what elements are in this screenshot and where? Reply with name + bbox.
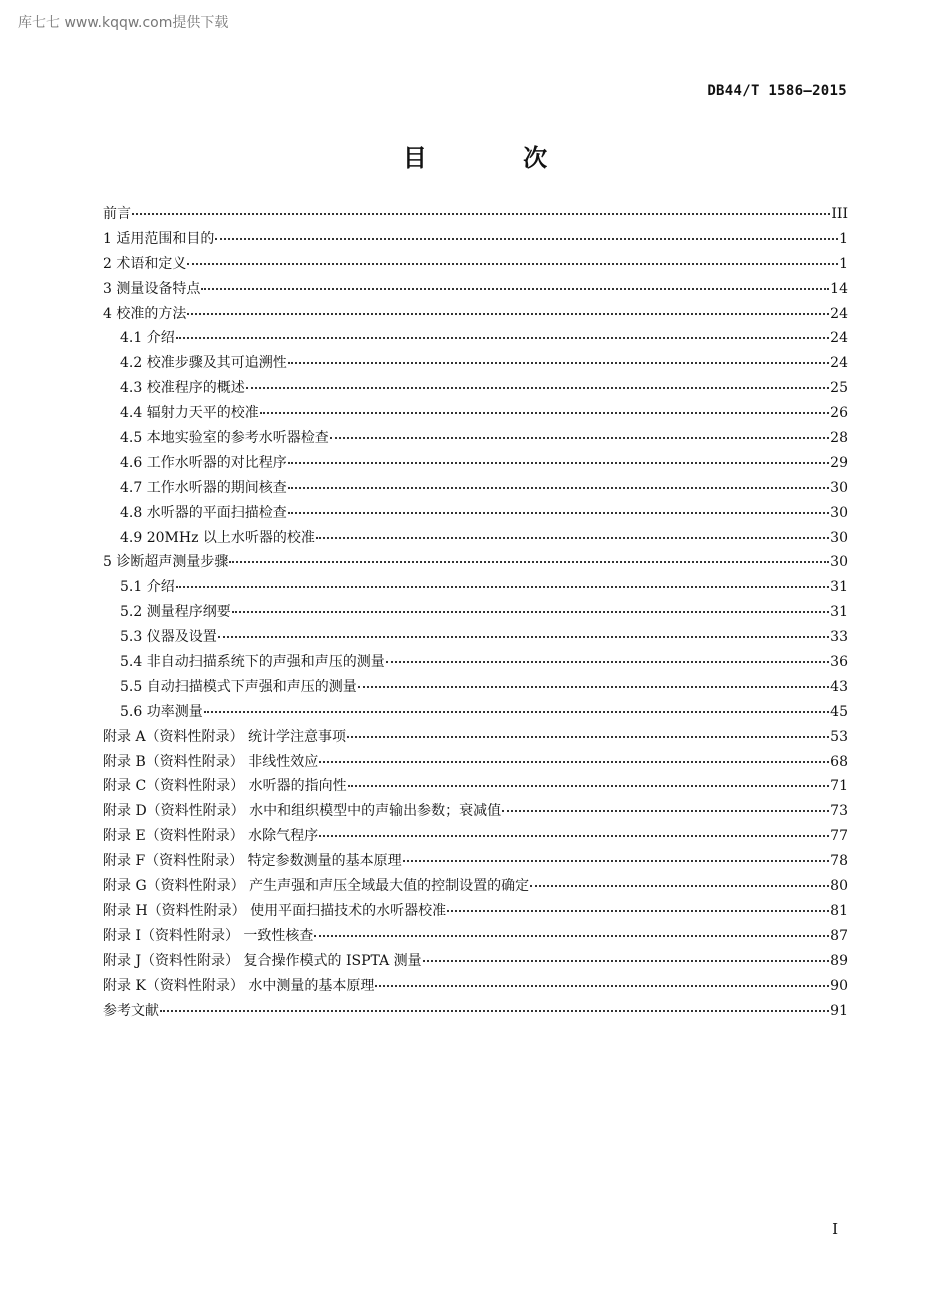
toc-entry-label: 4 校准的方法 <box>103 305 187 322</box>
dot-leader <box>316 523 829 539</box>
dot-leader <box>204 697 829 713</box>
dot-leader <box>347 722 829 738</box>
toc-entry-page: 30 <box>830 529 848 546</box>
toc-entry-page: 30 <box>830 554 848 571</box>
dot-leader <box>314 921 829 937</box>
toc-entry-label: 4.9 20MHz 以上水听器的校准 <box>120 529 315 546</box>
toc-entry-label: 附录 F（资料性附录） 特定参数测量的基本原理 <box>103 853 402 870</box>
toc-entry-label: 附录 E（资料性附录） 水除气程序 <box>103 828 319 845</box>
dot-leader <box>187 249 838 265</box>
toc-entry-label: 前言 <box>103 206 131 222</box>
dot-leader <box>530 871 829 887</box>
toc-entry-label: 5 诊断超声测量步骤 <box>103 554 229 571</box>
standard-code: DB44/T 1586—2015 <box>707 83 847 99</box>
dot-leader <box>319 821 829 837</box>
toc-entry-label: 附录 B（资料性附录） 非线性效应 <box>103 753 319 770</box>
dot-leader <box>215 224 838 240</box>
toc-entry-page: III <box>831 206 848 222</box>
toc-entry-label: 5.6 功率测量 <box>120 703 203 720</box>
dot-leader <box>218 622 829 638</box>
toc-entry-page: 31 <box>830 604 848 621</box>
toc-entry-label: 4.5 本地实验室的参考水听器检查 <box>120 430 329 447</box>
watermark-text: 库七七 www.kqqw.com提供下载 <box>18 15 229 31</box>
dot-leader <box>423 946 830 962</box>
toc-entry-page: 1 <box>839 230 848 247</box>
toc-entry-page: 36 <box>830 654 848 671</box>
toc-entry-label: 5.2 测量程序纲要 <box>120 604 231 621</box>
toc-entry-page: 45 <box>830 703 848 720</box>
toc-entry-label: 4.2 校准步骤及其可追溯性 <box>120 355 287 372</box>
toc-entry-label: 附录 D（资料性附录） 水中和组织模型中的声输出参数；衰减值 <box>103 803 502 820</box>
dot-leader <box>160 996 829 1012</box>
toc-entry[interactable] <box>103 999 848 1024</box>
toc-entry-page: 90 <box>830 977 848 994</box>
toc-entry-label: 附录 K（资料性附录） 水中测量的基本原理 <box>103 977 375 994</box>
toc-entry-page: 30 <box>830 479 848 496</box>
toc-entry-label: 参考文献 <box>103 1002 159 1019</box>
dot-leader <box>386 647 829 663</box>
toc-entry-page: 33 <box>830 629 848 646</box>
toc-entry-page: 30 <box>830 504 848 521</box>
toc-entry-page: 91 <box>830 1002 848 1019</box>
toc-entry-label: 4.8 水听器的平面扫描检查 <box>120 504 287 521</box>
dot-leader <box>201 274 829 290</box>
toc-entry-page: 68 <box>830 753 848 770</box>
dot-leader <box>358 672 829 688</box>
dot-leader <box>319 747 829 763</box>
dot-leader <box>132 199 830 215</box>
dot-leader <box>288 448 829 464</box>
toc-entry-label: 附录 I（资料性附录） 一致性核查 <box>103 927 314 944</box>
dot-leader <box>403 846 830 862</box>
toc-entry-label: 附录 G（资料性附录） 产生声强和声压全域最大值的控制设置的确定 <box>103 878 530 895</box>
dot-leader <box>330 423 829 439</box>
dot-leader <box>447 896 829 912</box>
toc-entry-page: 78 <box>830 853 848 870</box>
dot-leader <box>229 547 829 563</box>
page-number: I <box>832 1220 838 1238</box>
toc-entry-page: 89 <box>830 952 848 969</box>
toc-entry-label: 5.5 自动扫描模式下声强和声压的测量 <box>120 678 357 695</box>
toc-entry-page: 25 <box>830 380 848 397</box>
toc-entry-page: 26 <box>830 405 848 422</box>
page-title: 目 次 <box>402 144 592 172</box>
toc-entry-page: 24 <box>830 355 848 372</box>
toc-entry-label: 1 适用范围和目的 <box>103 230 215 247</box>
toc-entry-page: 29 <box>830 454 848 471</box>
dot-leader <box>187 299 829 315</box>
toc-entry-page: 71 <box>830 778 848 795</box>
toc-entry-label: 附录 H（资料性附录） 使用平面扫描技术的水听器校准 <box>103 902 447 919</box>
table-of-contents <box>103 202 848 1023</box>
toc-entry-label: 4.3 校准程序的概述 <box>120 380 245 397</box>
toc-entry-label: 5.4 非自动扫描系统下的声强和声压的测量 <box>120 654 385 671</box>
toc-entry-page: 53 <box>830 728 848 745</box>
toc-entry-page: 77 <box>830 828 848 845</box>
toc-entry-label: 附录 C（资料性附录） 水听器的指向性 <box>103 778 347 795</box>
toc-entry-label: 4.4 辐射力天平的校准 <box>120 405 259 422</box>
toc-entry-label: 4.1 介绍 <box>120 330 175 347</box>
dot-leader <box>288 348 829 364</box>
toc-entry-page: 24 <box>830 330 848 347</box>
toc-entry-label: 3 测量设备特点 <box>103 280 201 297</box>
toc-entry-label: 5.1 介绍 <box>120 579 175 596</box>
toc-entry-page: 73 <box>830 803 848 820</box>
toc-entry-page: 87 <box>830 927 848 944</box>
toc-entry-page: 80 <box>830 878 848 895</box>
dot-leader <box>375 971 829 987</box>
toc-entry-page: 28 <box>830 430 848 447</box>
toc-entry-label: 2 术语和定义 <box>103 255 187 272</box>
toc-entry-label: 4.7 工作水听器的期间核查 <box>120 479 287 496</box>
dot-leader <box>502 796 829 812</box>
toc-entry-label: 附录 A（资料性附录） 统计学注意事项 <box>103 728 347 745</box>
dot-leader <box>260 398 829 414</box>
toc-entry-label: 4.6 工作水听器的对比程序 <box>120 454 287 471</box>
dot-leader <box>246 373 829 389</box>
toc-entry-label: 附录 J（资料性附录） 复合操作模式的 ISPTA 测量 <box>103 952 422 969</box>
dot-leader <box>288 473 829 489</box>
toc-entry-label: 5.3 仪器及设置 <box>120 629 217 646</box>
toc-entry-page: 81 <box>830 902 848 919</box>
dot-leader <box>176 572 829 588</box>
dot-leader <box>232 597 829 613</box>
dot-leader <box>288 498 829 514</box>
toc-entry-page: 31 <box>830 579 848 596</box>
toc-entry-page: 43 <box>830 678 848 695</box>
toc-entry-page: 24 <box>830 305 848 322</box>
dot-leader <box>176 323 829 339</box>
dot-leader <box>348 771 830 787</box>
toc-entry-page: 1 <box>839 255 848 272</box>
toc-entry-page: 14 <box>830 280 848 297</box>
